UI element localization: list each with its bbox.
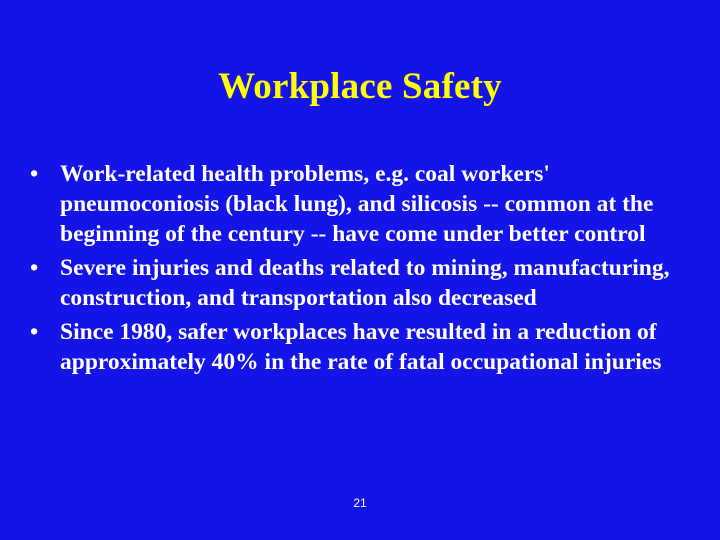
bullet-icon: • [30,319,39,345]
bullet-text: Work-related health problems, e.g. coal workers' pneumoconiosis (black lung), and silicosis -- common at the beginning of the century -- have come under better control [60,161,654,247]
bullet-item [30,317,695,377]
bullet-item [30,159,695,249]
bullet-icon: • [30,255,39,281]
slide-title: Workplace Safety [218,66,502,107]
page-number: 21 [353,496,367,510]
bullet-text: Since 1980, safer workplaces have resulted in a reduction of approximately 40% in the rate of fatal occupational injuries [60,319,662,375]
bullet-icon: • [30,161,39,187]
bullet-text: Severe injuries and deaths related to mining, manufacturing, construction, and transportation also decreased [60,255,670,311]
bullet-item [30,253,695,313]
bullet-list [30,159,695,381]
